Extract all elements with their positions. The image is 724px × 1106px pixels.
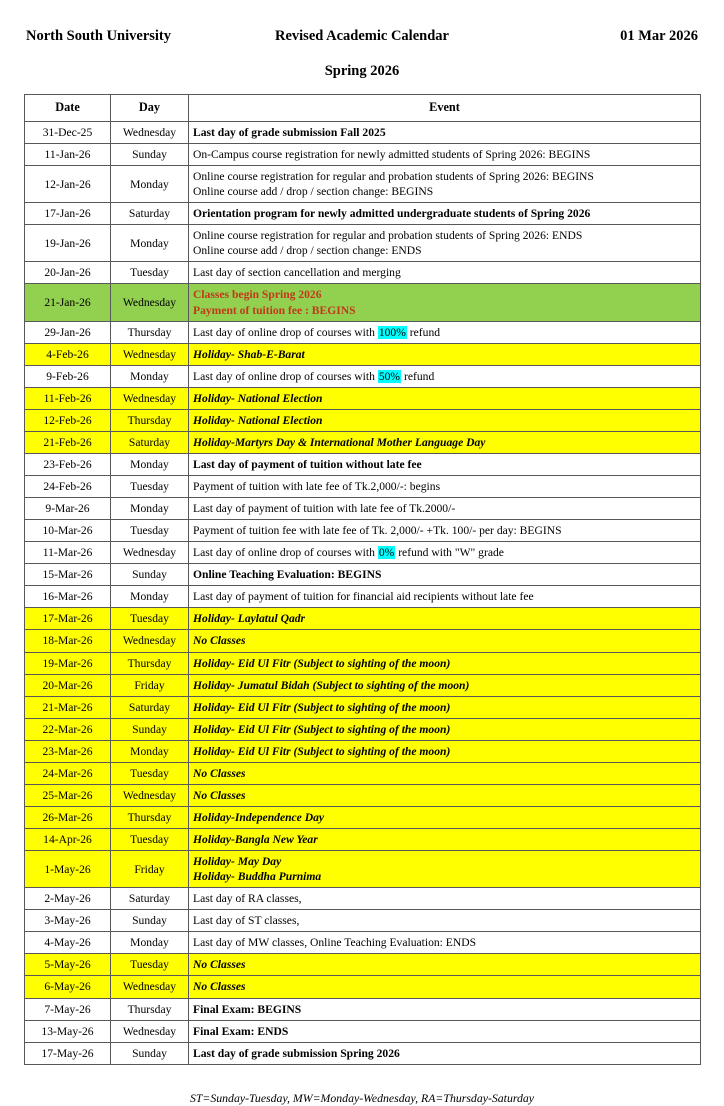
cell-day: Wednesday — [111, 387, 189, 409]
cell-date: 17-May-26 — [25, 1042, 111, 1064]
table-row — [25, 476, 701, 498]
table-row — [25, 784, 701, 806]
cell-day: Thursday — [111, 998, 189, 1020]
table-row — [25, 740, 701, 762]
cell-event — [189, 365, 701, 387]
event-line: Holiday- Eid Ul Fitr (Subject to sighting of the moon) — [193, 722, 451, 736]
cell-event — [189, 284, 701, 321]
cell-date: 19-Mar-26 — [25, 652, 111, 674]
cell-day: Wednesday — [111, 121, 189, 143]
table-row — [25, 284, 701, 321]
cell-event — [189, 888, 701, 910]
academic-calendar-table — [24, 94, 701, 1065]
cell-event — [189, 851, 701, 888]
table-row — [25, 674, 701, 696]
calendar-footnote: ST=Sunday-Tuesday, MW=Monday-Wednesday, RA=Thursday-Saturday — [189, 1090, 535, 1105]
table-row — [25, 932, 701, 954]
cell-event — [189, 262, 701, 284]
cell-date: 2-May-26 — [25, 888, 111, 910]
event-line: Last day of RA classes, — [193, 892, 302, 906]
refund-percent-highlight: 100% — [378, 325, 406, 339]
event-line: Holiday-Bangla New Year — [193, 833, 318, 847]
event-line: Last day of payment of tuition with late fee of Tk.2000/- — [193, 502, 456, 516]
cell-event — [189, 932, 701, 954]
table-body — [25, 121, 701, 1064]
cell-date: 11-Feb-26 — [25, 387, 111, 409]
event-line: Holiday- Shab-E-Barat — [193, 347, 305, 361]
event-line: Final Exam: ENDS — [193, 1024, 289, 1038]
cell-day: Sunday — [111, 144, 189, 166]
cell-event — [189, 829, 701, 851]
cell-date: 10-Mar-26 — [25, 520, 111, 542]
event-line: Online course add / drop / section change: ENDS — [193, 244, 422, 258]
table-row — [25, 321, 701, 343]
cell-date: 7-May-26 — [25, 998, 111, 1020]
cell-day: Thursday — [111, 806, 189, 828]
event-line: Last day of payment of tuition without late fee — [193, 457, 422, 471]
calendar-table-wrapper — [24, 94, 700, 1065]
cell-event — [189, 166, 701, 203]
cell-day: Wednesday — [111, 1020, 189, 1042]
event-text-after: refund with "W" grade — [395, 546, 504, 560]
cell-event — [189, 121, 701, 143]
event-line: Orientation program for newly admitted undergraduate students of Spring 2026 — [193, 207, 591, 221]
cell-event — [189, 586, 701, 608]
table-row — [25, 1042, 701, 1064]
cell-day: Monday — [111, 166, 189, 203]
cell-day: Sunday — [111, 718, 189, 740]
cell-date: 24-Feb-26 — [25, 476, 111, 498]
table-row — [25, 954, 701, 976]
table-row — [25, 829, 701, 851]
cell-date: 4-Feb-26 — [25, 343, 111, 365]
event-line: Holiday- Eid Ul Fitr (Subject to sighting of the moon) — [193, 744, 451, 758]
event-line: Last day of section cancellation and merging — [193, 266, 401, 280]
document-date: 01 Mar 2026 — [620, 28, 698, 44]
cell-day: Monday — [111, 365, 189, 387]
cell-date: 20-Jan-26 — [25, 262, 111, 284]
table-row — [25, 608, 701, 630]
cell-day: Monday — [111, 740, 189, 762]
cell-day: Monday — [111, 453, 189, 475]
cell-day: Monday — [111, 586, 189, 608]
cell-day: Friday — [111, 674, 189, 696]
cell-day: Saturday — [111, 888, 189, 910]
cell-day: Monday — [111, 225, 189, 262]
cell-day: Tuesday — [111, 608, 189, 630]
semester-subtitle: Spring 2026 — [324, 63, 400, 79]
cell-event — [189, 954, 701, 976]
event-text-before: Last day of online drop of courses with — [193, 325, 378, 339]
table-row — [25, 718, 701, 740]
event-line: Classes begin Spring 2026 — [193, 288, 322, 302]
cell-event — [189, 564, 701, 586]
cell-event — [189, 225, 701, 262]
cell-date: 21-Jan-26 — [25, 284, 111, 321]
cell-day: Wednesday — [111, 284, 189, 321]
cell-date: 12-Jan-26 — [25, 166, 111, 203]
cell-event — [189, 976, 701, 998]
table-row — [25, 166, 701, 203]
cell-day: Sunday — [111, 564, 189, 586]
cell-event — [189, 784, 701, 806]
cell-event — [189, 1020, 701, 1042]
event-line: Online Teaching Evaluation: BEGINS — [193, 568, 382, 582]
event-line: Holiday- May Day — [193, 855, 282, 869]
event-line: Holiday- National Election — [193, 413, 323, 427]
cell-day: Monday — [111, 932, 189, 954]
cell-day: Sunday — [111, 1042, 189, 1064]
event-line — [193, 545, 696, 560]
event-text-after: refund — [401, 369, 435, 383]
event-line: Last day of ST classes, — [193, 914, 300, 928]
cell-date: 31-Dec-25 — [25, 121, 111, 143]
cell-event — [189, 476, 701, 498]
cell-date: 20-Mar-26 — [25, 674, 111, 696]
cell-day: Tuesday — [111, 262, 189, 284]
cell-date: 9-Mar-26 — [25, 498, 111, 520]
institution-name: North South University — [26, 28, 172, 44]
table-row — [25, 225, 701, 262]
cell-date: 16-Mar-26 — [25, 586, 111, 608]
cell-date: 1-May-26 — [25, 851, 111, 888]
cell-day: Tuesday — [111, 520, 189, 542]
table-row — [25, 652, 701, 674]
cell-date: 21-Mar-26 — [25, 696, 111, 718]
table-row — [25, 762, 701, 784]
column-header-date: Date — [25, 95, 111, 122]
table-row — [25, 542, 701, 564]
cell-day: Monday — [111, 498, 189, 520]
cell-date: 24-Mar-26 — [25, 762, 111, 784]
cell-day: Wednesday — [111, 784, 189, 806]
table-row — [25, 696, 701, 718]
event-line: Payment of tuition fee with late fee of Tk. 2,000/- +Tk. 100/- per day: BEGINS — [193, 524, 562, 538]
event-line: Last day of MW classes, Online Teaching Evaluation: ENDS — [193, 936, 477, 950]
cell-date: 25-Mar-26 — [25, 784, 111, 806]
cell-date: 15-Mar-26 — [25, 564, 111, 586]
cell-day: Tuesday — [111, 762, 189, 784]
cell-date: 13-May-26 — [25, 1020, 111, 1042]
event-line: Online course add / drop / section change: BEGINS — [193, 185, 434, 199]
cell-day: Thursday — [111, 409, 189, 431]
column-header-day: Day — [111, 95, 189, 122]
cell-date: 17-Jan-26 — [25, 203, 111, 225]
event-line — [193, 325, 696, 340]
table-row — [25, 262, 701, 284]
cell-day: Wednesday — [111, 542, 189, 564]
table-row — [25, 203, 701, 225]
cell-day: Tuesday — [111, 476, 189, 498]
cell-event — [189, 343, 701, 365]
table-row — [25, 630, 701, 652]
table-row — [25, 409, 701, 431]
cell-date: 26-Mar-26 — [25, 806, 111, 828]
cell-date: 3-May-26 — [25, 910, 111, 932]
event-line: Online course registration for regular and probation students of Spring 2026: BEGINS — [193, 170, 594, 184]
table-row — [25, 144, 701, 166]
table-row — [25, 910, 701, 932]
cell-date: 23-Feb-26 — [25, 453, 111, 475]
table-row — [25, 520, 701, 542]
event-line: Holiday- Eid Ul Fitr (Subject to sighting of the moon) — [193, 700, 451, 714]
cell-date: 9-Feb-26 — [25, 365, 111, 387]
cell-day: Thursday — [111, 652, 189, 674]
cell-day: Wednesday — [111, 343, 189, 365]
event-line: No Classes — [193, 634, 246, 648]
cell-event — [189, 431, 701, 453]
cell-event — [189, 674, 701, 696]
cell-event — [189, 608, 701, 630]
event-line: Holiday- Buddha Purnima — [193, 870, 322, 884]
event-line: No Classes — [193, 980, 246, 994]
refund-percent-highlight: 50% — [378, 369, 401, 383]
cell-day: Tuesday — [111, 829, 189, 851]
event-line: On-Campus course registration for newly admitted students of Spring 2026: BEGINS — [193, 148, 591, 162]
cell-date: 5-May-26 — [25, 954, 111, 976]
event-line: Payment of tuition fee : BEGINS — [193, 303, 356, 317]
cell-event — [189, 630, 701, 652]
table-row — [25, 498, 701, 520]
cell-event — [189, 144, 701, 166]
cell-event — [189, 203, 701, 225]
event-line: Online course registration for regular and probation students of Spring 2026: ENDS — [193, 229, 583, 243]
cell-date: 12-Feb-26 — [25, 409, 111, 431]
cell-event — [189, 387, 701, 409]
event-line: Holiday- Eid Ul Fitr (Subject to sighting of the moon) — [193, 656, 451, 670]
event-line: Last day of grade submission Fall 2025 — [193, 125, 386, 139]
event-line: Holiday-Martyrs Day & International Mother Language Day — [193, 435, 486, 449]
event-line: Final Exam: BEGINS — [193, 1002, 302, 1016]
table-row — [25, 806, 701, 828]
cell-event — [189, 498, 701, 520]
event-line: Holiday- Jumatul Bidah (Subject to sighting of the moon) — [193, 678, 470, 692]
cell-date: 21-Feb-26 — [25, 431, 111, 453]
table-row — [25, 851, 701, 888]
table-row — [25, 1020, 701, 1042]
cell-day: Sunday — [111, 910, 189, 932]
cell-day: Wednesday — [111, 976, 189, 998]
table-row — [25, 343, 701, 365]
cell-date: 19-Jan-26 — [25, 225, 111, 262]
cell-event — [189, 762, 701, 784]
page-title: Revised Academic Calendar — [274, 28, 449, 44]
cell-event — [189, 740, 701, 762]
cell-date: 4-May-26 — [25, 932, 111, 954]
event-line: No Classes — [193, 766, 246, 780]
table-row — [25, 387, 701, 409]
cell-date: 17-Mar-26 — [25, 608, 111, 630]
table-row — [25, 888, 701, 910]
cell-event — [189, 409, 701, 431]
event-line — [193, 369, 696, 384]
cell-day: Saturday — [111, 431, 189, 453]
cell-date: 22-Mar-26 — [25, 718, 111, 740]
table-row — [25, 586, 701, 608]
cell-event — [189, 542, 701, 564]
cell-day: Thursday — [111, 321, 189, 343]
cell-event — [189, 1042, 701, 1064]
event-line: Holiday-Independence Day — [193, 810, 325, 824]
table-header — [25, 95, 701, 122]
cell-date: 11-Mar-26 — [25, 542, 111, 564]
cell-date: 6-May-26 — [25, 976, 111, 998]
table-row — [25, 121, 701, 143]
event-line: Holiday- National Election — [193, 391, 323, 405]
cell-day: Tuesday — [111, 954, 189, 976]
event-text-before: Last day of online drop of courses with — [193, 546, 378, 560]
cell-event — [189, 910, 701, 932]
event-text-before: Last day of online drop of courses with — [193, 369, 378, 383]
table-header-row — [25, 95, 701, 122]
cell-day: Friday — [111, 851, 189, 888]
event-line: No Classes — [193, 958, 246, 972]
table-row — [25, 365, 701, 387]
cell-event — [189, 321, 701, 343]
event-line: Payment of tuition with late fee of Tk.2,000/-: begins — [193, 480, 441, 494]
refund-percent-highlight: 0% — [378, 546, 395, 560]
cell-date: 14-Apr-26 — [25, 829, 111, 851]
cell-day: Saturday — [111, 203, 189, 225]
cell-date: 18-Mar-26 — [25, 630, 111, 652]
event-line: Last day of grade submission Spring 2026 — [193, 1046, 400, 1060]
cell-day: Saturday — [111, 696, 189, 718]
cell-event — [189, 453, 701, 475]
event-line: Holiday- Laylatul Qadr — [193, 612, 306, 626]
page-header — [0, 0, 724, 45]
table-row — [25, 453, 701, 475]
event-line: Last day of payment of tuition for financial aid recipients without late fee — [193, 590, 534, 604]
cell-event — [189, 520, 701, 542]
cell-date: 29-Jan-26 — [25, 321, 111, 343]
event-text-after: refund — [406, 325, 441, 339]
cell-event — [189, 718, 701, 740]
event-line: No Classes — [193, 788, 246, 802]
cell-event — [189, 806, 701, 828]
cell-date: 11-Jan-26 — [25, 144, 111, 166]
table-row — [25, 564, 701, 586]
cell-event — [189, 998, 701, 1020]
table-row — [25, 998, 701, 1020]
column-header-event: Event — [189, 95, 701, 122]
cell-day: Wednesday — [111, 630, 189, 652]
cell-event — [189, 652, 701, 674]
cell-event — [189, 696, 701, 718]
table-row — [25, 976, 701, 998]
table-row — [25, 431, 701, 453]
cell-date: 23-Mar-26 — [25, 740, 111, 762]
